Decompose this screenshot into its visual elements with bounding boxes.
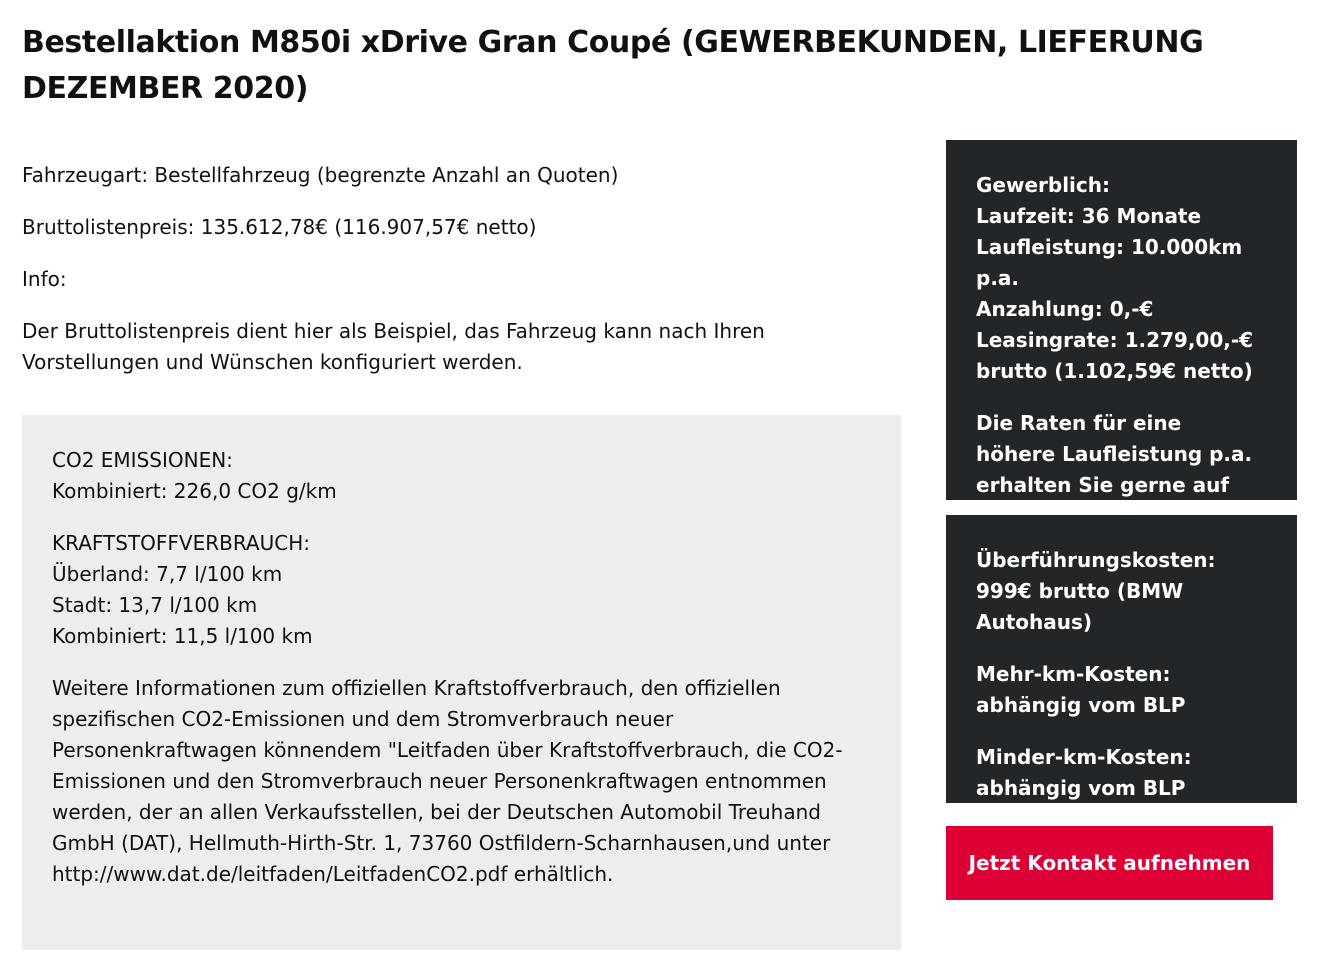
leasing-note: Die Raten für eine höhere Laufleistung p.a. erhalten Sie gerne auf xyxy=(976,411,1253,497)
extra-km-costs: Mehr-km-Kosten: abhängig vom BLP xyxy=(976,662,1186,717)
list-price: Bruttolistenpreis: 135.612,78€ (116.907,57€ netto) xyxy=(22,215,537,239)
less-km-costs: Minder-km-Kosten: abhängig vom BLP xyxy=(976,745,1192,800)
leasing-rate: Leasingrate: 1.279,00,-€ brutto (1.102,59€ netto) xyxy=(976,328,1254,383)
co2-combined: Kombiniert: 226,0 CO2 g/km xyxy=(52,479,337,503)
fuel-city: Stadt: 13,7 l/100 km xyxy=(52,593,258,617)
fuel-section xyxy=(52,528,871,652)
fuel-overland: Überland: 7,7 l/100 km xyxy=(52,562,283,586)
costs-box xyxy=(946,515,1297,803)
co2-section xyxy=(52,445,871,507)
vehicle-type: Fahrzeugart: Bestellfahrzeug (begrenzte Anzahl an Quoten) xyxy=(22,163,619,187)
transfer-costs: Überführungskosten: 999€ brutto (BMW Autohaus) xyxy=(976,548,1216,634)
fuel-combined: Kombiniert: 11,5 l/100 km xyxy=(52,624,313,648)
fuel-heading: KRAFTSTOFFVERBRAUCH: xyxy=(52,531,310,555)
info-label: Info: xyxy=(22,267,67,291)
contact-button[interactable]: Jetzt Kontakt aufnehmen xyxy=(946,826,1273,900)
info-text: Der Bruttolistenpreis dient hier als Beispiel, das Fahrzeug kann nach Ihren Vorstellungen und Wünschen konfiguriert werden. xyxy=(22,319,765,374)
leasing-details xyxy=(976,170,1267,387)
leasing-term: Laufzeit: 36 Monate xyxy=(976,204,1202,228)
leasing-down-payment: Anzahlung: 0,-€ xyxy=(976,297,1154,321)
leasing-box xyxy=(946,140,1297,500)
vehicle-details xyxy=(22,160,902,399)
leasing-heading: Gewerblich: xyxy=(976,173,1111,197)
further-info-text: Weitere Informationen zum offiziellen Kraftstoffverbrauch, den offiziellen spezifischen CO2-Emissionen und dem Stromverbrauch neuer Personenkraftwagen könnendem "Leitfaden über Kraftstoffverbrauch, die CO2-Emissionen und den Stromverbrauch neuer Personenkraftwagen entnommen werden, der an allen Verkaufsstellen, bei der Deutschen Automobil Treuhand GmbH (DAT), Hellmuth-Hirth-Str. 1, 73760 Ostfildern-Scharnhausen,und unter http://www.dat.de/leitfaden/LeitfadenCO2.pdf erhältlich. xyxy=(52,676,843,886)
emissions-box xyxy=(22,415,901,950)
page-title: Bestellaktion M850i xDrive Gran Coupé (GEWERBEKUNDEN, LIEFERUNG DEZEMBER 2020) xyxy=(22,25,1204,106)
co2-heading: CO2 EMISSIONEN: xyxy=(52,448,233,472)
leasing-mileage: Laufleistung: 10.000km p.a. xyxy=(976,235,1243,290)
